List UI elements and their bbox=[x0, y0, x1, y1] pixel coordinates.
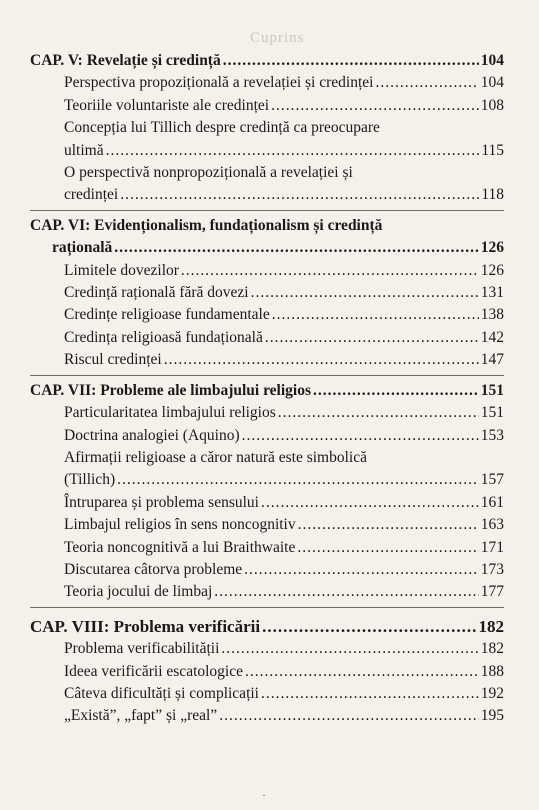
page-number: 153 bbox=[480, 426, 504, 444]
toc-entry[interactable] bbox=[30, 492, 504, 514]
toc-entry[interactable] bbox=[30, 327, 504, 349]
leader-dots bbox=[181, 260, 479, 282]
chapter-5 bbox=[30, 50, 504, 207]
leader-dots bbox=[117, 469, 479, 491]
entry-title-line1[interactable]: Concepția lui Tillich despre credință ca preocupare bbox=[64, 119, 380, 137]
toc-entry[interactable] bbox=[30, 661, 504, 683]
page-number: 177 bbox=[480, 583, 504, 601]
entry-title: Credințe religioase fundamentale bbox=[64, 306, 270, 324]
leader-dots bbox=[297, 537, 478, 559]
entry-title: credinței bbox=[64, 186, 119, 204]
leader-dots bbox=[214, 581, 478, 603]
bleed-through-heading: Cuprins bbox=[250, 30, 305, 46]
leader-dots bbox=[262, 616, 476, 638]
page-number: 163 bbox=[480, 516, 504, 534]
entry-title: Câteva dificultăți și complicații bbox=[64, 684, 259, 702]
chapter-title-line1: CAP. VI: Evidenționalism, fundaționalism și credință bbox=[30, 216, 383, 234]
page-number: 142 bbox=[480, 328, 504, 346]
page-number: 138 bbox=[480, 306, 504, 324]
chapter-8 bbox=[30, 607, 504, 728]
leader-dots bbox=[245, 661, 479, 683]
entry-title-line1[interactable]: Afirmații religioase a căror natură este simbolică bbox=[64, 448, 367, 466]
toc-entry[interactable] bbox=[30, 537, 504, 559]
chapter-heading[interactable] bbox=[30, 50, 504, 72]
chapter-heading[interactable] bbox=[30, 380, 504, 402]
page-number: 104 bbox=[480, 52, 504, 69]
chapter-heading[interactable] bbox=[30, 616, 504, 638]
page-number: 195 bbox=[480, 707, 504, 725]
toc-entry[interactable] bbox=[30, 559, 504, 581]
entry-title: Teoria noncognitivă a lui Braithwaite bbox=[64, 538, 296, 556]
leader-dots bbox=[265, 327, 479, 349]
page-number: 151 bbox=[480, 404, 504, 422]
leader-dots bbox=[221, 638, 478, 660]
page-number: 182 bbox=[478, 616, 504, 636]
page-number: 182 bbox=[480, 640, 504, 658]
toc-entry[interactable] bbox=[30, 638, 504, 660]
toc-entry[interactable] bbox=[30, 95, 504, 117]
toc-entry[interactable] bbox=[30, 581, 504, 603]
toc-entry[interactable] bbox=[30, 140, 504, 162]
entry-title: „Există”, „fapt” și „real” bbox=[64, 707, 218, 725]
entry-title: Doctrina analogiei (Aquino) bbox=[64, 426, 240, 444]
leader-dots bbox=[251, 282, 479, 304]
entry-title: Credința religioasă fundațională bbox=[64, 328, 263, 346]
leader-dots bbox=[244, 559, 479, 581]
page-number: 188 bbox=[480, 662, 504, 680]
leader-dots bbox=[120, 184, 479, 206]
chapter-title: CAP. VII: Probleme ale limbajului religios bbox=[30, 381, 312, 399]
entry-title: Teoria jocului de limbaj bbox=[64, 583, 213, 601]
toc-entry[interactable] bbox=[30, 514, 504, 536]
page-number: 151 bbox=[480, 381, 504, 399]
entry-title: Limitele dovezilor bbox=[64, 261, 179, 279]
chapter-title: rațională bbox=[52, 239, 113, 257]
page-number: 131 bbox=[480, 284, 504, 302]
toc-entry[interactable] bbox=[30, 683, 504, 705]
leader-dots bbox=[164, 349, 479, 371]
entry-title: Riscul credinței bbox=[64, 351, 162, 369]
entry-title: Credință rațională fără dovezi bbox=[64, 284, 249, 302]
chapter-title: CAP. V: Revelație și credință bbox=[30, 52, 221, 69]
toc-entry[interactable] bbox=[30, 425, 504, 447]
toc-entry[interactable] bbox=[30, 705, 504, 727]
leader-dots bbox=[114, 237, 478, 259]
leader-dots bbox=[219, 705, 479, 727]
page-number: 157 bbox=[480, 471, 504, 489]
entry-title: (Tillich) bbox=[64, 471, 116, 489]
toc-entry[interactable] bbox=[30, 282, 504, 304]
chapter-heading[interactable] bbox=[30, 237, 504, 259]
page-number: 147 bbox=[480, 351, 504, 369]
leader-dots bbox=[261, 492, 479, 514]
entry-title: Teoriile voluntariste ale credinței bbox=[64, 96, 270, 114]
entry-title: Discutarea câtorva probleme bbox=[64, 560, 243, 578]
toc-entry[interactable] bbox=[30, 469, 504, 491]
toc-entry[interactable] bbox=[30, 260, 504, 282]
toc-entry[interactable] bbox=[30, 349, 504, 371]
page-number: 118 bbox=[481, 186, 504, 204]
leader-dots bbox=[278, 402, 479, 424]
entry-title: Perspectiva propozițională a revelației și credinței bbox=[64, 74, 374, 92]
chapter-7 bbox=[30, 375, 504, 604]
chapter-6 bbox=[30, 210, 504, 372]
page-number: 171 bbox=[480, 538, 504, 556]
table-of-contents bbox=[30, 50, 504, 731]
page-number: 104 bbox=[480, 74, 504, 92]
page-number: 126 bbox=[480, 239, 504, 257]
chapter-title: CAP. VIII: Problema verificării bbox=[30, 616, 261, 636]
toc-entry[interactable] bbox=[30, 184, 504, 206]
entry-title-line1[interactable]: O perspectivă nonpropozițională a revelației și bbox=[64, 164, 353, 182]
page-number: 115 bbox=[481, 141, 504, 159]
toc-entry[interactable] bbox=[30, 402, 504, 424]
page-number: 161 bbox=[480, 493, 504, 511]
chapter-heading-line1[interactable] bbox=[30, 215, 504, 237]
leader-dots bbox=[272, 304, 479, 326]
toc-entry[interactable] bbox=[30, 72, 504, 94]
entry-title: Întruparea și problema sensului bbox=[64, 493, 259, 511]
page-number: 173 bbox=[480, 560, 504, 578]
leader-dots bbox=[223, 50, 479, 72]
page-number: 126 bbox=[480, 261, 504, 279]
leader-dots bbox=[242, 425, 479, 447]
leader-dots bbox=[261, 683, 479, 705]
page-number: 108 bbox=[480, 96, 504, 114]
leader-dots bbox=[106, 140, 480, 162]
page-number: 192 bbox=[480, 684, 504, 702]
entry-title: Ideea verificării escatologice bbox=[64, 662, 243, 680]
entry-title: ultimă bbox=[64, 141, 104, 159]
entry-title: Particularitatea limbajului religios bbox=[64, 404, 276, 422]
entry-title: Limbajul religios în sens noncognitiv bbox=[64, 516, 296, 534]
leader-dots bbox=[271, 95, 479, 117]
leader-dots bbox=[375, 72, 478, 94]
toc-entry[interactable] bbox=[30, 304, 504, 326]
entry-title: Problema verificabilității bbox=[64, 640, 220, 658]
page-speck: · bbox=[262, 788, 266, 802]
leader-dots bbox=[298, 514, 479, 536]
leader-dots bbox=[313, 380, 479, 402]
